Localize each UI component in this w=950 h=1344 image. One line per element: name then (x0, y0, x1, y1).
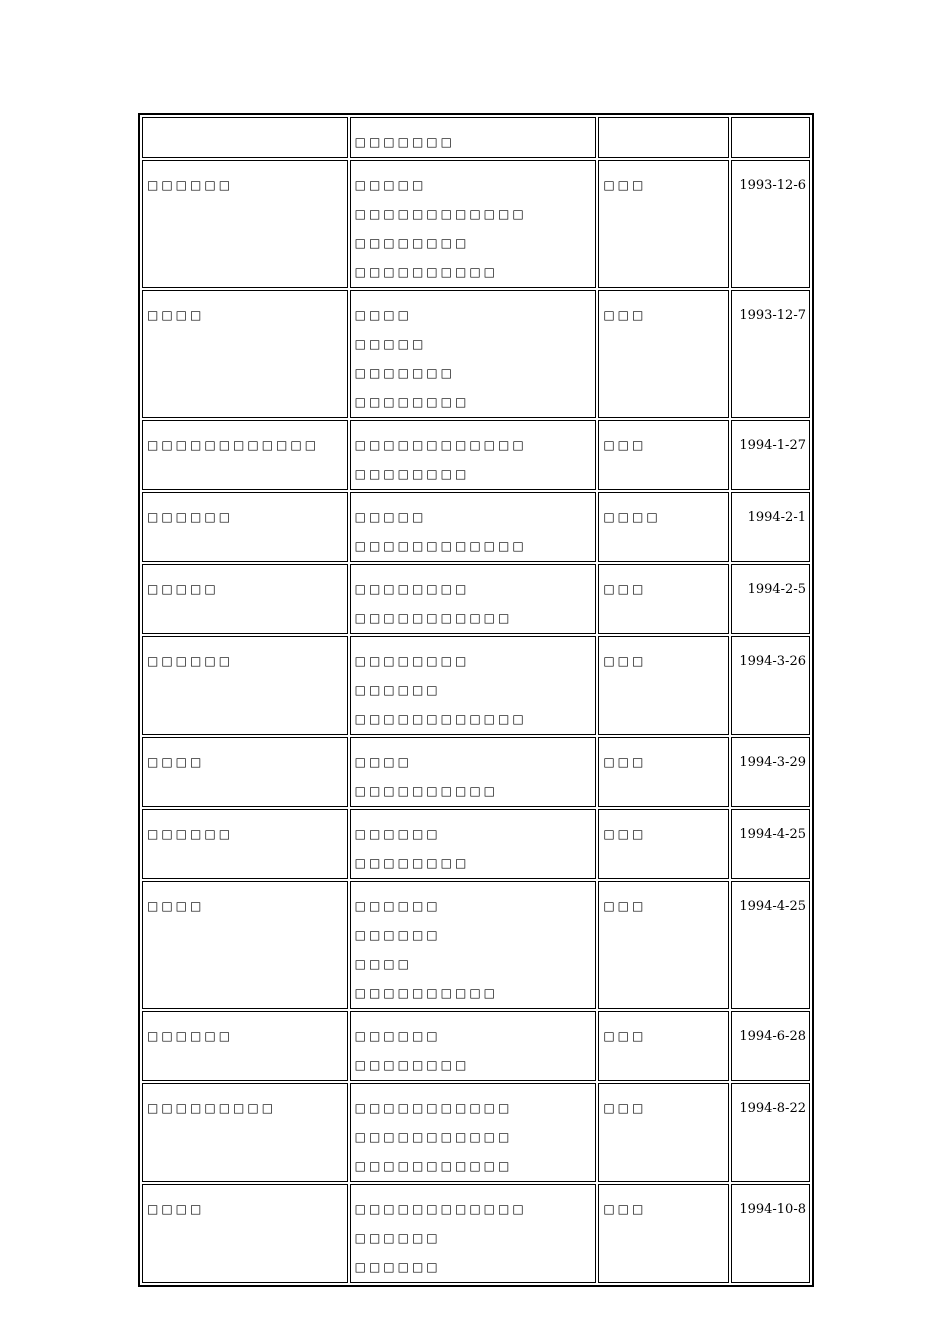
cell-text: □□□ (603, 178, 647, 192)
table-row (142, 1083, 810, 1182)
date-text: 1994-4-25 (739, 827, 806, 842)
date-text: 1994-10-8 (739, 1202, 806, 1217)
table-row (142, 636, 810, 735)
category-cell (598, 290, 728, 418)
cell-text: □□□□□□□□□ (147, 1101, 277, 1115)
records-table (138, 113, 814, 1287)
cell-text: □□□□□□ (354, 899, 441, 913)
date-text: 1994-1-27 (739, 438, 806, 453)
cell-text: □□□□□□□□□□□ (354, 1101, 513, 1115)
category-cell (598, 117, 728, 158)
date-cell (731, 1083, 810, 1182)
description-cell (350, 492, 597, 562)
cell-text: □□□□□□□□ (354, 1058, 470, 1072)
name-cell (142, 1184, 348, 1283)
cell-text: □□□□ (147, 899, 205, 913)
cell-text: □□□□□□□□□□ (354, 784, 498, 798)
cell-text: □□□ (603, 582, 647, 596)
date-cell (731, 1184, 810, 1283)
description-cell (350, 1011, 597, 1081)
cell-text: □□□□□□□□ (354, 467, 470, 481)
cell-text: □□□ (603, 1101, 647, 1115)
date-cell (731, 1011, 810, 1081)
description-cell (350, 809, 597, 879)
date-cell (731, 636, 810, 735)
table-row (142, 881, 810, 1009)
description-cell (350, 1083, 597, 1182)
date-text: 1994-3-26 (739, 654, 806, 669)
cell-text: □□□□□□□□□□□□ (354, 712, 527, 726)
category-cell (598, 160, 728, 288)
date-cell (731, 420, 810, 490)
cell-text: □□□□□□□□ (354, 395, 470, 409)
cell-text: □□□□□□□□□□□□ (354, 207, 527, 221)
cell-text: □□□□ (354, 755, 412, 769)
cell-text: □□□□□□□□□□□ (354, 1130, 513, 1144)
name-cell (142, 290, 348, 418)
name-cell (142, 881, 348, 1009)
cell-text: □□□□□□ (147, 827, 234, 841)
table-row (142, 1184, 810, 1283)
cell-text: □□□□□□□□□□ (354, 986, 498, 1000)
category-cell (598, 1083, 728, 1182)
cell-text: □□□□□□ (147, 1029, 234, 1043)
table-row (142, 492, 810, 562)
name-cell (142, 1011, 348, 1081)
date-cell (731, 564, 810, 634)
cell-text: □□□□□□□ (354, 366, 455, 380)
category-cell (598, 737, 728, 807)
category-cell (598, 809, 728, 879)
cell-text: □□□□ (603, 510, 661, 524)
description-cell (350, 290, 597, 418)
cell-text: □□□ (603, 654, 647, 668)
description-cell (350, 564, 597, 634)
cell-text: □□□□□□ (354, 1260, 441, 1274)
table-row (142, 290, 810, 418)
name-cell (142, 160, 348, 288)
date-cell (731, 492, 810, 562)
cell-text: □□□□□□ (354, 928, 441, 942)
cell-text: □□□ (603, 899, 647, 913)
cell-text: □□□□□□□□□□□ (354, 1159, 513, 1173)
table-row (142, 564, 810, 634)
table-row (142, 117, 810, 158)
cell-text: □□□□□□□□□□ (354, 265, 498, 279)
cell-text: □□□ (603, 438, 647, 452)
name-cell (142, 636, 348, 735)
cell-text: □□□ (603, 1202, 647, 1216)
name-cell (142, 809, 348, 879)
description-cell (350, 117, 597, 158)
table-row (142, 1011, 810, 1081)
cell-text: □□□□□□ (147, 654, 234, 668)
description-cell (350, 420, 597, 490)
cell-text: □□□□ (147, 1202, 205, 1216)
description-cell (350, 160, 597, 288)
category-cell (598, 564, 728, 634)
cell-text: □□□□□□ (147, 178, 234, 192)
cell-text: □□□□□ (354, 178, 427, 192)
table-row (142, 809, 810, 879)
cell-text: □□□ (603, 755, 647, 769)
description-cell (350, 636, 597, 735)
category-cell (598, 1184, 728, 1283)
table-row (142, 160, 810, 288)
date-text: 1994-2-1 (747, 510, 806, 525)
category-cell (598, 636, 728, 735)
cell-text: □□□□□□ (147, 510, 234, 524)
category-cell (598, 1011, 728, 1081)
cell-text: □□□□ (147, 755, 205, 769)
cell-text: □□□□□□□□□□□□ (354, 438, 527, 452)
cell-text: □□□□□□ (354, 683, 441, 697)
date-cell (731, 290, 810, 418)
cell-text: □□□□□□□ (354, 135, 455, 149)
date-cell (731, 881, 810, 1009)
cell-text: □□□□□ (354, 510, 427, 524)
name-cell (142, 737, 348, 807)
category-cell (598, 420, 728, 490)
cell-text: □□□□□□□□ (354, 856, 470, 870)
cell-text: □□□ (603, 827, 647, 841)
date-text: 1993-12-6 (739, 178, 806, 193)
cell-text: □□□□ (354, 308, 412, 322)
date-text: 1994-8-22 (739, 1101, 806, 1116)
name-cell (142, 1083, 348, 1182)
cell-text: □□□□□ (147, 582, 219, 596)
category-cell (598, 881, 728, 1009)
cell-text: □□□□□□□□□□□□ (354, 1202, 527, 1216)
cell-text: □□□□□□□□□□□ (354, 611, 513, 625)
date-text: 1993-12-7 (739, 308, 806, 323)
cell-text: □□□□ (354, 957, 412, 971)
name-cell (142, 117, 348, 158)
name-cell (142, 492, 348, 562)
date-cell (731, 160, 810, 288)
name-cell (142, 564, 348, 634)
cell-text: □□□□□□□□ (354, 654, 470, 668)
cell-text: □□□□ (147, 308, 205, 322)
description-cell (350, 881, 597, 1009)
date-cell (731, 809, 810, 879)
table-row (142, 420, 810, 490)
date-text: 1994-3-29 (739, 755, 806, 770)
cell-text: □□□□□□ (354, 1231, 441, 1245)
description-cell (350, 737, 597, 807)
cell-text: □□□□□□□□ (354, 236, 470, 250)
date-text: 1994-4-25 (739, 899, 806, 914)
date-cell (731, 737, 810, 807)
cell-text: □□□□□□□□ (354, 582, 470, 596)
cell-text: □□□□□ (354, 337, 427, 351)
cell-text: □□□ (603, 1029, 647, 1043)
cell-text: □□□□□□ (354, 1029, 441, 1043)
name-cell (142, 420, 348, 490)
date-cell (731, 117, 810, 158)
description-cell (350, 1184, 597, 1283)
records-table-body (142, 117, 810, 1283)
cell-text: □□□□□□□□□□□□ (147, 438, 320, 452)
cell-text: □□□□□□□□□□□□ (354, 539, 527, 553)
cell-text: □□□□□□ (354, 827, 441, 841)
table-row (142, 737, 810, 807)
date-text: 1994-6-28 (739, 1029, 806, 1044)
date-text: 1994-2-5 (747, 582, 806, 597)
category-cell (598, 492, 728, 562)
cell-text: □□□ (603, 308, 647, 322)
